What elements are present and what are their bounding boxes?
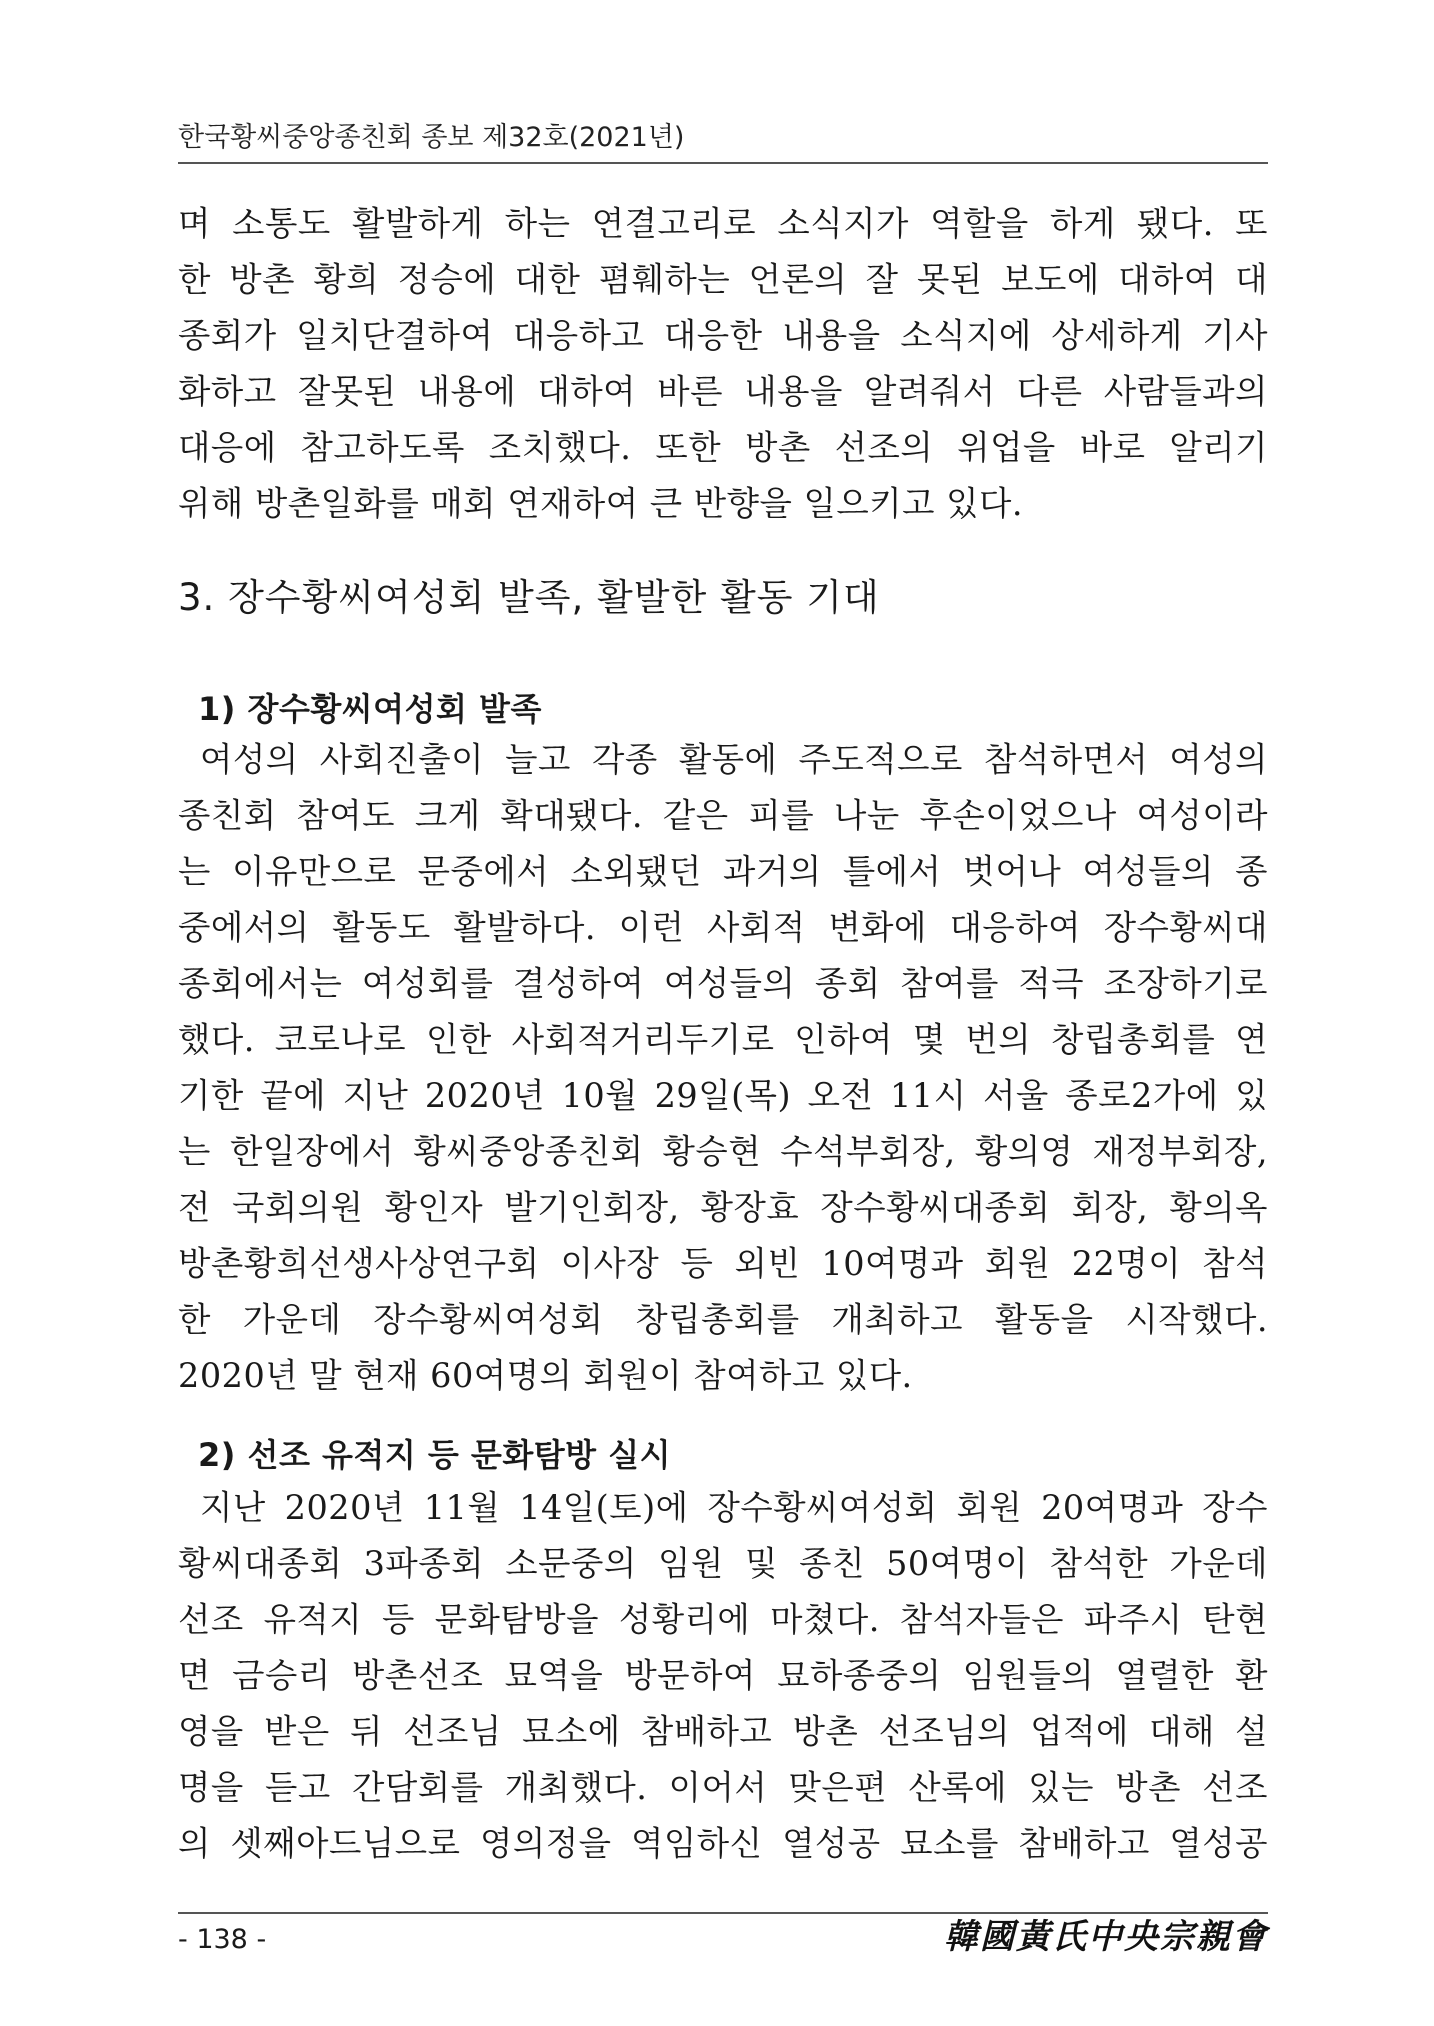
section-title: 3. 장수황씨여성회 발족, 활발한 활동 기대 (178, 576, 880, 619)
body-line: 전 국회의원 황인자 발기인회장, 황장효 장수황씨대종회 회장, 황의옥 (178, 1188, 1268, 1227)
body-line: 한 가운데 장수황씨여성회 창립총회를 개최하고 활동을 시작했다. (178, 1300, 1268, 1339)
body-line: 위해 방촌일화를 매회 연재하여 큰 반향을 일으키고 있다. (178, 484, 1023, 523)
body-line: 화하고 잘못된 내용에 대하여 바른 내용을 알려줘서 다른 사람들과의 (178, 372, 1268, 411)
body-line: 선조 유적지 등 문화탐방을 성황리에 마쳤다. 참석자들은 파주시 탄현 (178, 1600, 1268, 1639)
subsection-heading-2: 2) 선조 유적지 등 문화탐방 실시 (198, 1436, 672, 1474)
body-line: 의 셋째아드님으로 영의정을 역임하신 열성공 묘소를 참배하고 열성공 (178, 1824, 1268, 1863)
running-header: 한국황씨중앙종친회 종보 제32호(2021년) (178, 122, 685, 153)
body-line: 황씨대종회 3파종회 소문중의 임원 및 종친 50여명이 참석한 가운데 (178, 1544, 1268, 1583)
body-line: 종친회 참여도 크게 확대됐다. 같은 피를 나눈 후손이었으나 여성이라 (178, 796, 1268, 835)
body-line: 명을 듣고 간담회를 개최했다. 이어서 맞은편 산록에 있는 방촌 선조 (178, 1768, 1268, 1807)
subsection-heading-1: 1) 장수황씨여성회 발족 (198, 690, 542, 728)
footer-logo: 韓國黃氏中央宗親會 (944, 1917, 1268, 1957)
body-line: 면 금승리 방촌선조 묘역을 방문하여 묘하종중의 임원들의 열렬한 환 (178, 1656, 1268, 1695)
body-line: 방촌황희선생사상연구회 이사장 등 외빈 10여명과 회원 22명이 참석 (178, 1244, 1268, 1283)
body-line: 며 소통도 활발하게 하는 연결고리로 소식지가 역할을 하게 됐다. 또 (178, 204, 1268, 243)
body-line: 중에서의 활동도 활발하다. 이런 사회적 변화에 대응하여 장수황씨대 (178, 908, 1268, 947)
body-line: 는 한일장에서 황씨중앙종친회 황승현 수석부회장, 황의영 재정부회장, (178, 1132, 1268, 1171)
body-line: 2020년 말 현재 60여명의 회원이 참여하고 있다. (178, 1356, 913, 1395)
body-line: 는 이유만으로 문중에서 소외됐던 과거의 틀에서 벗어나 여성들의 종 (178, 852, 1268, 891)
body-line: 대응에 참고하도록 조치했다. 또한 방촌 선조의 위업을 바로 알리기 (178, 428, 1268, 467)
body-line: 했다. 코로나로 인한 사회적거리두기로 인하여 몇 번의 창립총회를 연 (178, 1020, 1268, 1059)
body-line: 영을 받은 뒤 선조님 묘소에 참배하고 방촌 선조님의 업적에 대해 설 (178, 1712, 1268, 1751)
body-line: 여성의 사회진출이 늘고 각종 활동에 주도적으로 참석하면서 여성의 (200, 740, 1268, 779)
page-number: - 138 - (178, 1924, 267, 1955)
body-line: 종회가 일치단결하여 대응하고 대응한 내용을 소식지에 상세하게 기사 (178, 316, 1268, 355)
header-rule (178, 162, 1268, 164)
body-line: 지난 2020년 11월 14일(토)에 장수황씨여성회 회원 20여명과 장수 (200, 1488, 1268, 1527)
body-line: 한 방촌 황희 정승에 대한 폄훼하는 언론의 잘 못된 보도에 대하여 대 (178, 260, 1268, 299)
body-line: 기한 끝에 지난 2020년 10월 29일(목) 오전 11시 서울 종로2가에 있 (178, 1076, 1268, 1115)
body-line: 종회에서는 여성회를 결성하여 여성들의 종회 참여를 적극 조장하기로 (178, 964, 1268, 1003)
